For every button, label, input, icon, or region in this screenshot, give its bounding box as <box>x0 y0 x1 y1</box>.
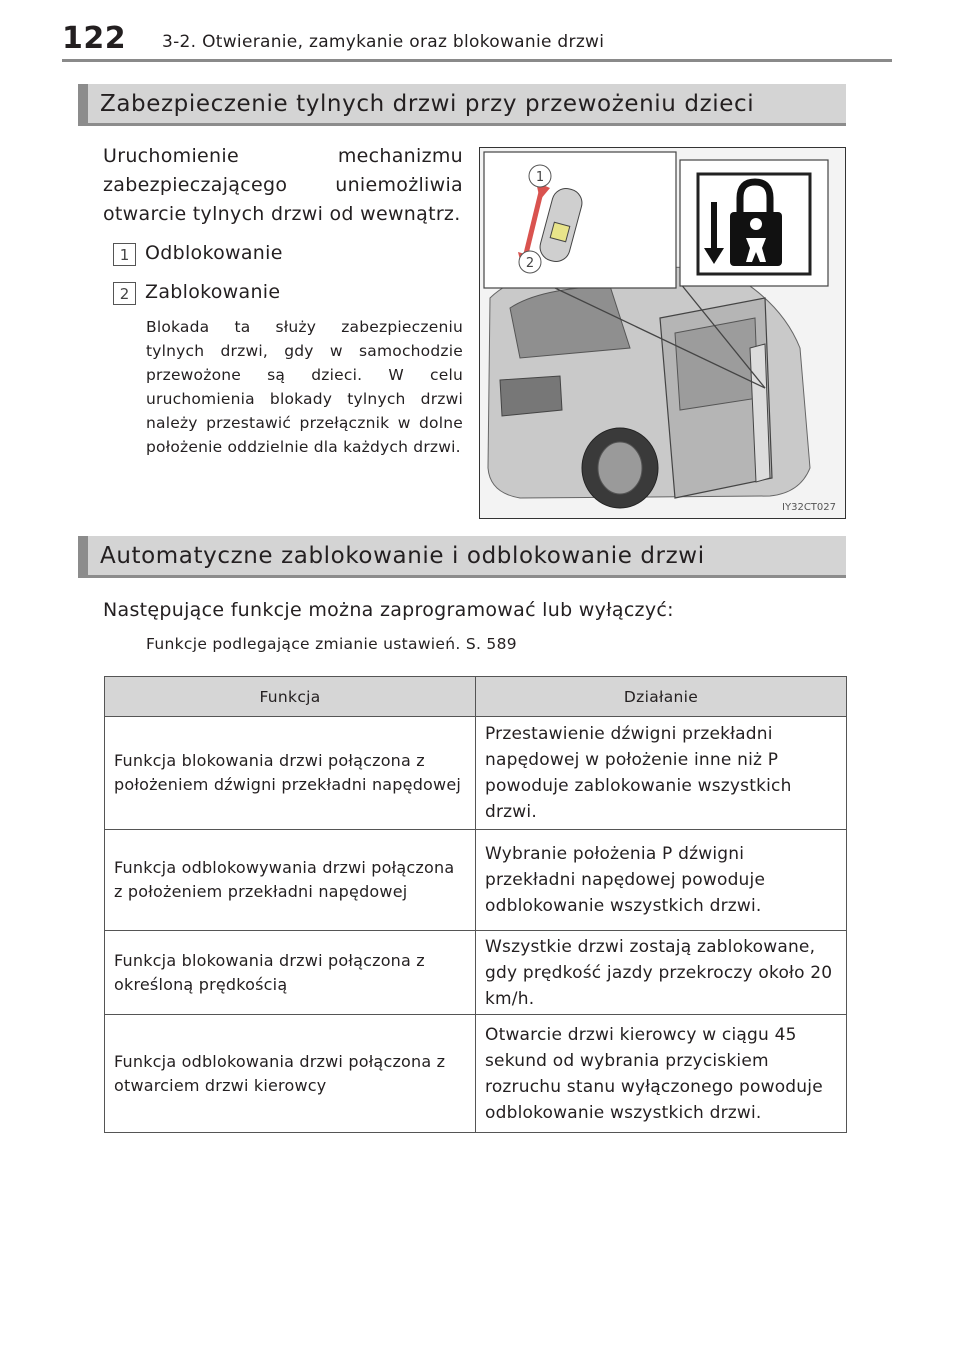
section-accent <box>78 536 88 575</box>
callout-number: 2 <box>113 282 136 305</box>
settings-reference: Funkcje podlegające zmianie ustawień. S. 589 <box>146 635 517 653</box>
table-row <box>105 830 847 931</box>
note-paragraph: Blokada ta służy zabezpieczeniu tylnych drzwi, gdy w samochodzie przewożone są dzieci. W celu uruchomienia blokady tylnych drzwi należy przestawić przełącznik w dolne położenie oddzielnie dla każdych drzwi. <box>146 318 463 456</box>
cell-funkcja: Funkcja blokowania drzwi połączona z określoną prędkością <box>105 931 476 1015</box>
section-title: Automatyczne zablokowanie i odblokowanie drzwi <box>100 543 705 569</box>
header-dzialanie: Działanie <box>476 677 847 717</box>
option-label: Zablokowanie <box>145 281 281 303</box>
callout-number: 1 <box>113 243 136 266</box>
option-lock <box>103 278 463 310</box>
cell-dzialanie: Przestawienie dźwigni przekładni napędowej w położenie inne niż P powoduje zablokowanie wszystkich drzwi. <box>476 717 847 830</box>
cell-funkcja: Funkcja blokowania drzwi połączona z położeniem dźwigni przekładni napędowej <box>105 717 476 830</box>
cell-funkcja: Funkcja odblokowywania drzwi połączona z położeniem przekładni napędowej <box>105 830 476 931</box>
option-unlock <box>103 239 463 271</box>
chapter-title: 3-2. Otwieranie, zamykanie oraz blokowanie drzwi <box>162 32 605 52</box>
callout-2-label: 2 <box>525 256 535 271</box>
callout-1-label: 1 <box>535 170 545 185</box>
cell-funkcja: Funkcja odblokowania drzwi połączona z otwarciem drzwi kierowcy <box>105 1015 476 1133</box>
programmable-paragraph: Następujące funkcje można zaprogramować lub wyłączyć: <box>103 599 674 621</box>
illustration-code: IY32CT027 <box>782 502 836 513</box>
section-accent <box>78 84 88 123</box>
cell-dzialanie: Otwarcie drzwi kierowcy w ciągu 45 sekund od wybrania przyciskiem rozruchu stanu wyłączonego powoduje odblokowanie wszystkich drzwi. <box>476 1015 847 1133</box>
header-rule <box>62 59 892 62</box>
child-lock-illustration <box>479 147 846 519</box>
section-heading-child-lock <box>78 84 846 126</box>
cell-dzialanie: Wszystkie drzwi zostają zablokowane, gdy prędkość jazdy przekroczy około 20 km/h. <box>476 931 847 1015</box>
option-label: Odblokowanie <box>145 242 283 264</box>
section-title: Zabezpieczenie tylnych drzwi przy przewożeniu dzieci <box>100 91 755 117</box>
functions-table <box>104 676 847 1133</box>
section-heading-auto-lock <box>78 536 846 578</box>
table-row <box>105 931 847 1015</box>
table-row <box>105 717 847 830</box>
car-door-drawing <box>480 148 844 517</box>
table-row <box>105 1015 847 1133</box>
page-number: 122 <box>62 21 127 56</box>
header-funkcja: Funkcja <box>105 677 476 717</box>
cell-dzialanie: Wybranie położenia P dźwigni przekładni napędowej powoduje odblokowanie wszystkich drzwi. <box>476 830 847 931</box>
page-header <box>62 22 892 62</box>
table-header-row <box>105 677 847 717</box>
intro-paragraph: Uruchomienie mechanizmu zabezpieczającego uniemożliwia otwarcie tylnych drzwi od wewnątrz. <box>103 145 463 225</box>
